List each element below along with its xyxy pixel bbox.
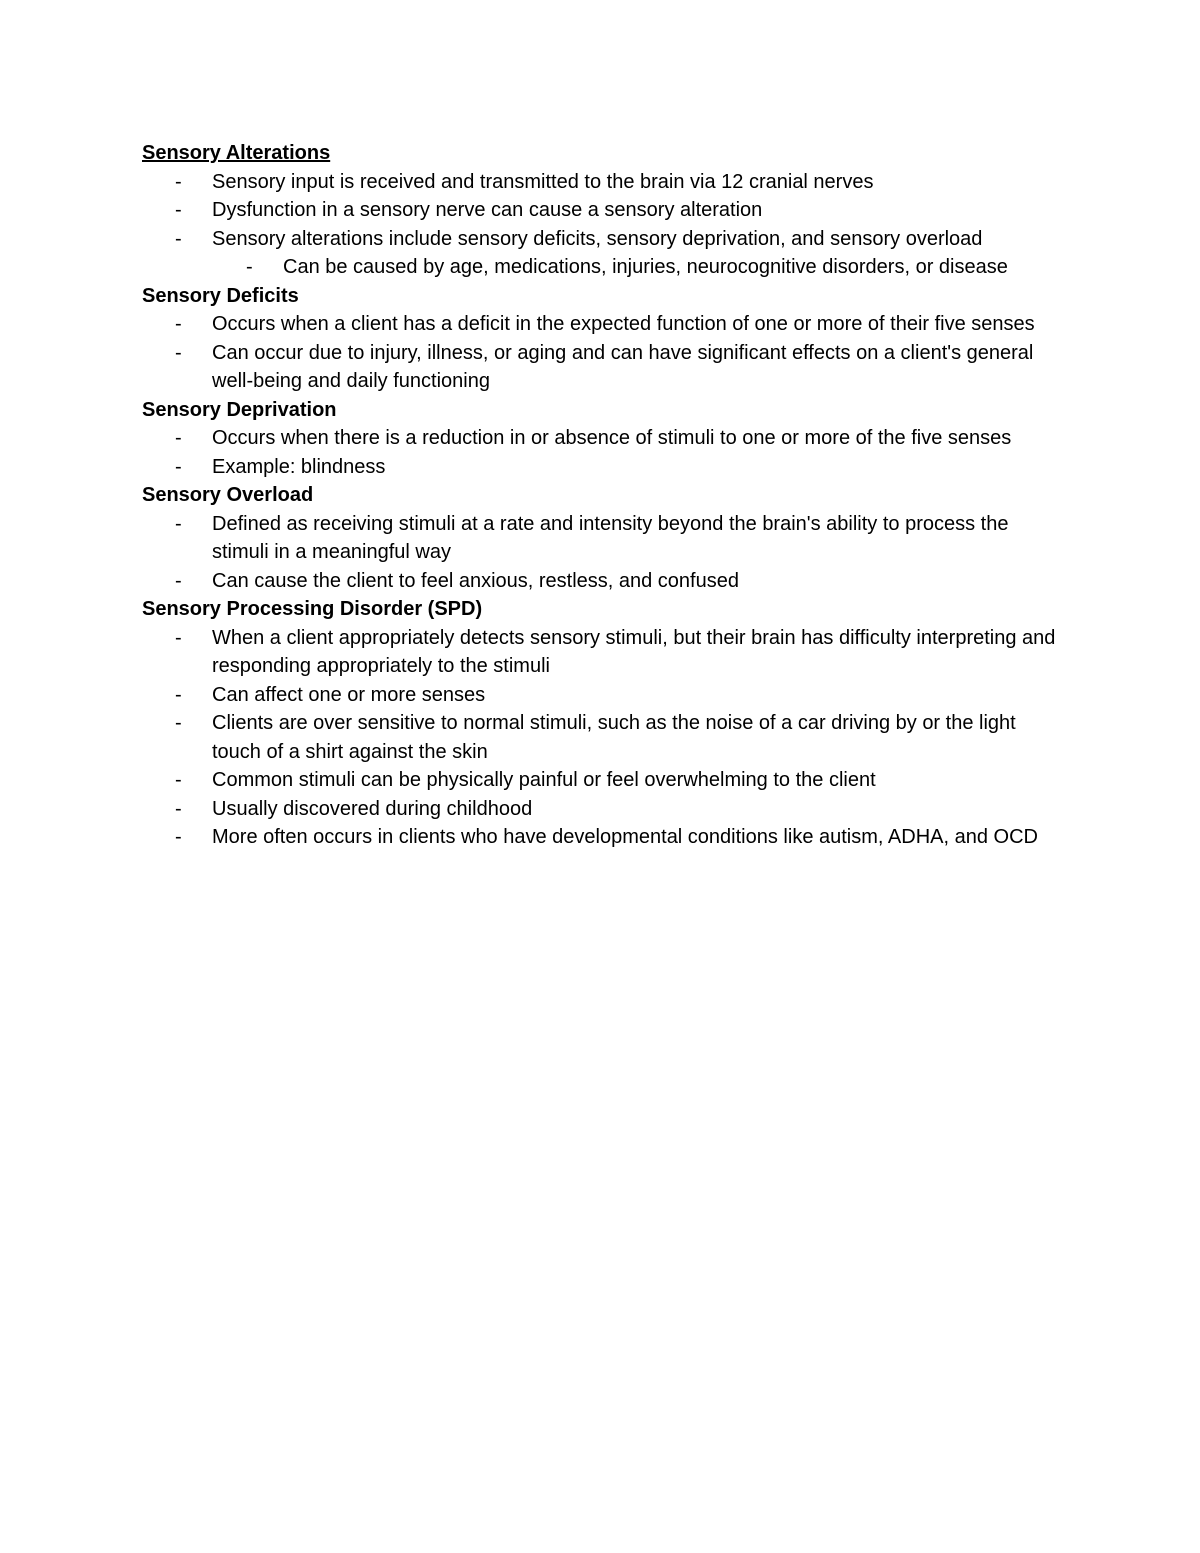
section-sensory-deficits: [142, 282, 1062, 396]
list-item-text: Can occur due to injury, illness, or aging and can have significant effects on a client's general well-being and daily functioning: [212, 341, 1034, 392]
bullet-dash: -: [175, 569, 182, 592]
document-body: [142, 139, 1062, 852]
list-item-text: Can affect one or more senses: [212, 683, 486, 706]
list-item: [142, 709, 1062, 766]
section-heading: Sensory Deprivation: [142, 398, 337, 421]
list-item: [142, 339, 1062, 396]
bullet-dash: -: [175, 455, 182, 478]
bullet-dash: -: [175, 712, 182, 734]
list-item-text: Can cause the client to feel anxious, restless, and confused: [212, 569, 739, 592]
section-heading: Sensory Processing Disorder (SPD): [142, 598, 483, 620]
bullet-dash: -: [175, 341, 182, 364]
list-item-text: Occurs when a client has a deficit in the expected function of one or more of their five senses: [212, 313, 1035, 335]
list-item-text: Example: blindness: [212, 455, 386, 478]
list-item: [142, 766, 1062, 795]
bullet-dash: -: [175, 769, 182, 791]
sub-list-item: [142, 253, 1062, 282]
list-item-text: Dysfunction in a sensory nerve can cause a sensory alteration: [212, 199, 763, 221]
list-item-text: Sensory input is received and transmitted to the brain via 12 cranial nerves: [212, 170, 874, 193]
list-item: [142, 510, 1062, 567]
list-item-text: Sensory alterations include sensory deficits, sensory deprivation, and sensory overload: [212, 227, 983, 250]
section-heading: Sensory Overload: [142, 484, 314, 506]
list-item-text: When a client appropriately detects sensory stimuli, but their brain has difficulty interpreting and responding appropriately to the stimuli: [212, 626, 1056, 677]
bullet-dash: -: [175, 199, 182, 221]
bullet-dash: -: [175, 683, 182, 706]
bullet-list: [142, 424, 1062, 481]
list-item-text: Common stimuli can be physically painful or feel overwhelming to the client: [212, 769, 876, 791]
list-item-text: Clients are over sensitive to normal stimuli, such as the noise of a car driving by or the light touch of a shirt against the skin: [212, 712, 1016, 763]
bullet-dash: -: [175, 313, 182, 335]
section-heading: Sensory Deficits: [142, 284, 299, 307]
bullet-dash: -: [246, 256, 253, 278]
bullet-list: [142, 624, 1062, 852]
list-item-text: More often occurs in clients who have developmental conditions like autism, ADHA, and OCD: [212, 826, 1038, 848]
list-item: [142, 681, 1062, 710]
list-item-text: Defined as receiving stimuli at a rate and intensity beyond the brain's ability to process the stimuli in a meaningful way: [212, 512, 1009, 563]
bullet-dash: -: [175, 826, 182, 848]
bullet-dash: -: [175, 427, 182, 449]
list-item: [142, 168, 1062, 197]
bullet-dash: -: [175, 626, 182, 649]
list-item-text: Usually discovered during childhood: [212, 797, 533, 820]
section-sensory-processing-disorder: [142, 595, 1062, 852]
list-item: [142, 310, 1062, 339]
list-item-text: Can be caused by age, medications, injuries, neurocognitive disorders, or disease: [283, 256, 1008, 278]
bullet-dash: -: [175, 797, 182, 820]
list-item: [142, 823, 1062, 852]
list-item: [142, 196, 1062, 225]
list-item: [142, 424, 1062, 453]
list-item: [142, 453, 1062, 482]
bullet-list: [142, 310, 1062, 396]
section-heading: Sensory Alterations: [142, 142, 331, 164]
section-sensory-deprivation: [142, 396, 1062, 482]
list-item: [142, 795, 1062, 824]
bullet-dash: -: [175, 227, 182, 250]
list-item: [142, 567, 1062, 596]
bullet-list: [142, 168, 1062, 282]
bullet-list: [142, 510, 1062, 596]
list-item: [142, 624, 1062, 681]
section-sensory-alterations: [142, 139, 1062, 282]
bullet-dash: -: [175, 512, 182, 535]
bullet-dash: -: [175, 170, 182, 193]
list-item-text: Occurs when there is a reduction in or absence of stimuli to one or more of the five senses: [212, 427, 1012, 449]
section-sensory-overload: [142, 481, 1062, 595]
list-item: [142, 225, 1062, 254]
